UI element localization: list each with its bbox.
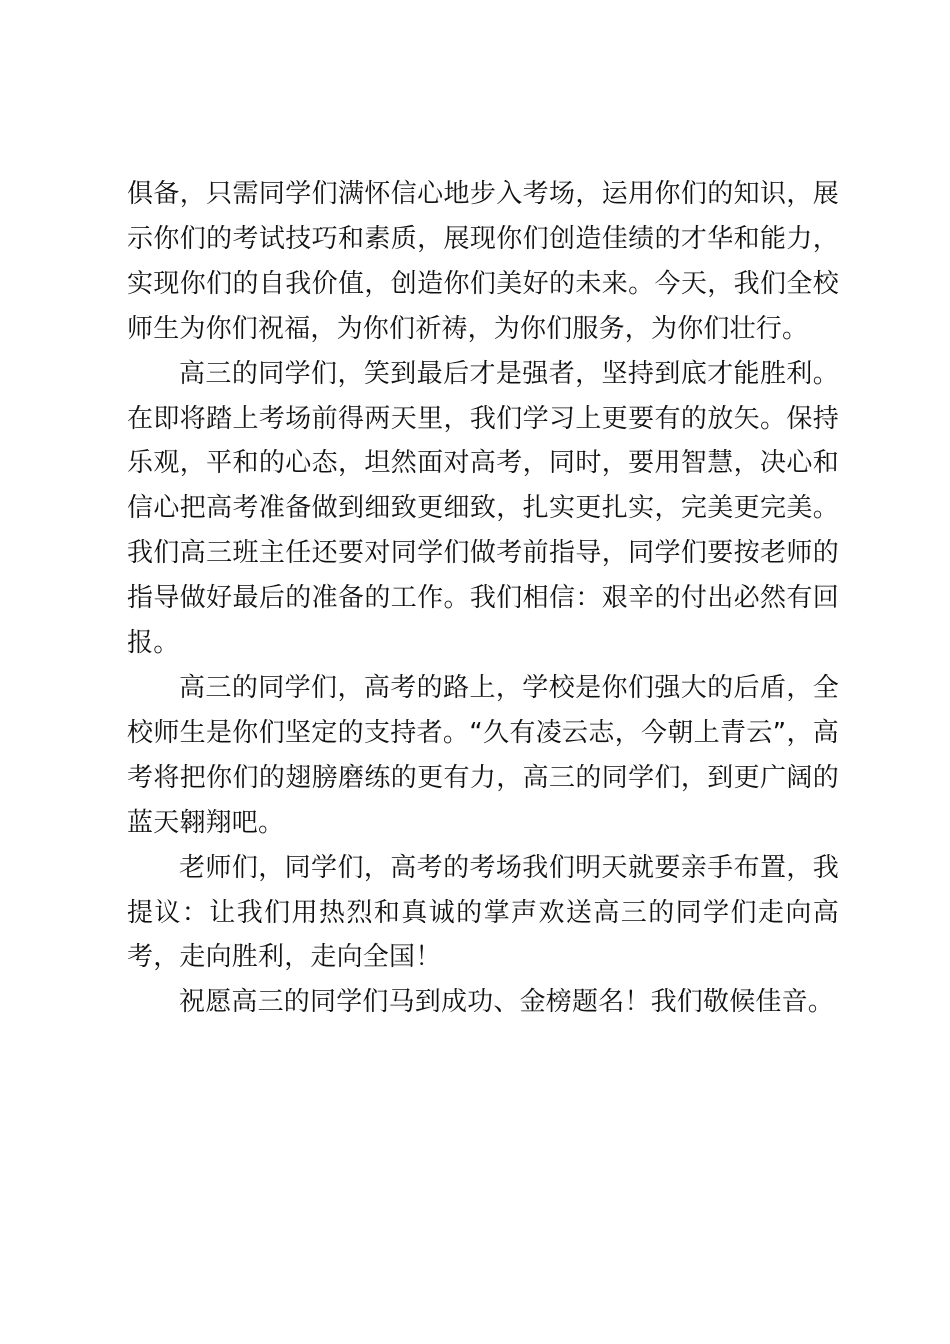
document-body [127, 172, 839, 1025]
paragraph-2: 高三的同学们，笑到最后才是强者，坚持到底才能胜利。在即将踏上考场前得两天里，我们学习上更要有的放矢。保持乐观，平和的心态，坦然面对高考，同时，要用智慧，决心和信心把高考准备做到细致更细致，扎实更扎实，完美更完美。我们高三班主任还要对同学们做考前指导，同学们要按老师的指导做好最后的准备的工作。我们相信：艰辛的付出必然有回报。 [127, 358, 839, 659]
paragraph-4: 老师们，同学们，高考的考场我们明天就要亲手布置，我提议：让我们用热烈和真诚的掌声欢送高三的同学们走向高考，走向胜利，走向全国！ [127, 852, 839, 973]
paragraph-1: 俱备，只需同学们满怀信心地步入考场，运用你们的知识，展示你们的考试技巧和素质，展现你们创造佳绩的才华和能力，实现你们的自我价值，创造你们美好的未来。今天，我们全校师生为你们祝福，为你们祈祷，为你们服务，为你们壮行。 [127, 179, 839, 344]
paragraph-3: 高三的同学们，高考的路上，学校是你们强大的后盾，全校师生是你们坚定的支持者。“久有凌云志，今朝上青云”，高考将把你们的翅膀磨练的更有力，高三的同学们，到更广阔的蓝天翱翔吧。 [127, 672, 839, 838]
paragraph-5: 祝愿高三的同学们马到成功、金榜题名！我们敬候佳音。 [179, 987, 835, 1018]
